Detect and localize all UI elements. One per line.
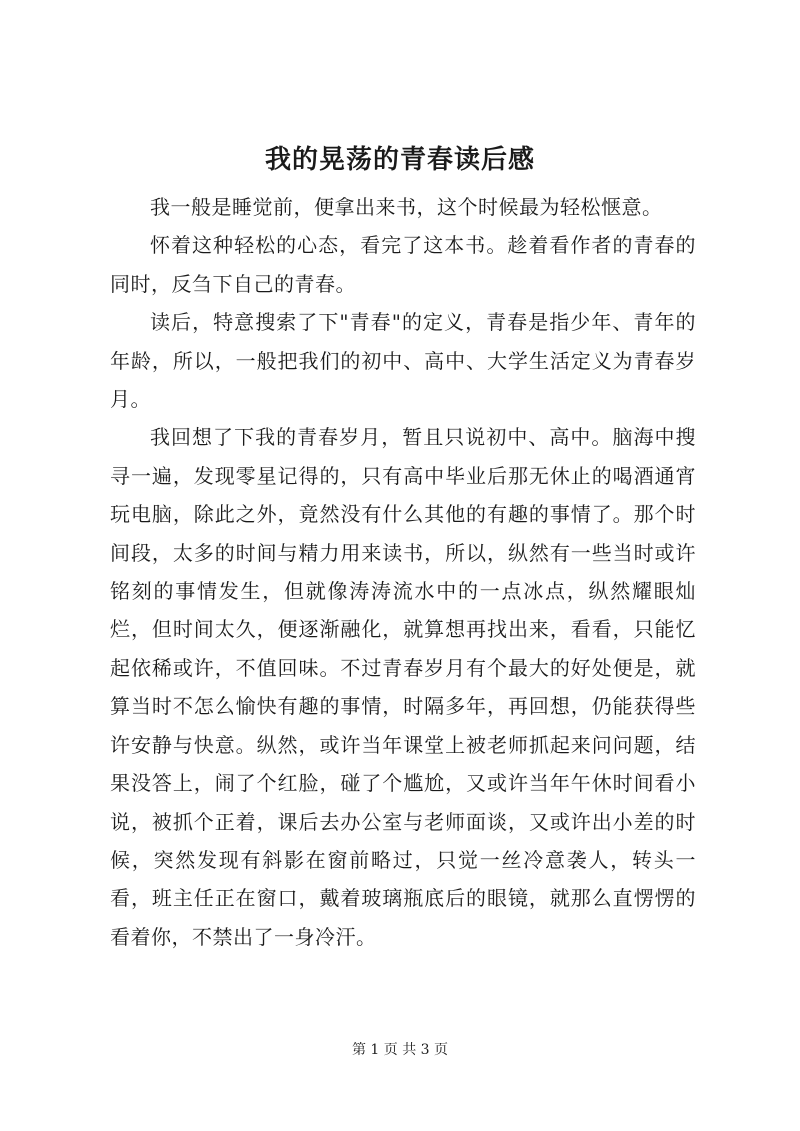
page-footer: 第 1 页 共 3 页: [351, 1042, 449, 1058]
paragraph-2: 怀着这种轻松的心态，看完了这本书。趁着看作者的青春的同时，反刍下自己的青春。: [110, 233, 696, 296]
document-body: [110, 188, 696, 956]
paragraph-1: 我一般是睡觉前，便拿出来书，这个时候最为轻松惬意。: [150, 195, 663, 219]
document-title: 我的晃荡的青春读后感: [264, 145, 535, 175]
paragraph-4: 我回想了下我的青春岁月，暂且只说初中、高中。脑海中搜寻一遍，发现零星记得的，只有高中毕业后那无休止的喝酒通宵玩电脑，除此之外，竟然没有什么其他的有趣的事情了。那个时间段，太多的时间与精力用来读书，所以，纵然有一些当时或许铭刻的事情发生，但就像涛涛流水中的一点冰点，纵然耀眼灿烂，但时间太久，便逐渐融化，就算想再找出来，看看，只能忆起依稀或许，不值回味。不过青春岁月有个最大的好处便是，就算当时不怎么愉快有趣的事情，时隔多年，再回想，仍能获得些许安静与快意。纵然，或许当年课堂上被老师抓起来问问题，结果没答上，闹了个红脸，碰了个尴尬，又或许当年午休时间看小说，被抓个正着，课后去办公室与老师面谈，又或许出小差的时候，突然发现有斜影在窗前略过，只觉一丝冷意袭人，转头一看，班主任正在窗口，戴着玻璃瓶底后的眼镜，就那么直愣愣的看着你，不禁出了一身冷汗。: [110, 425, 696, 949]
paragraph-3: 读后，特意搜索了下"青春"的定义，青春是指少年、青年的年龄，所以，一般把我们的初中、高中、大学生活定义为青春岁月。: [110, 310, 696, 412]
